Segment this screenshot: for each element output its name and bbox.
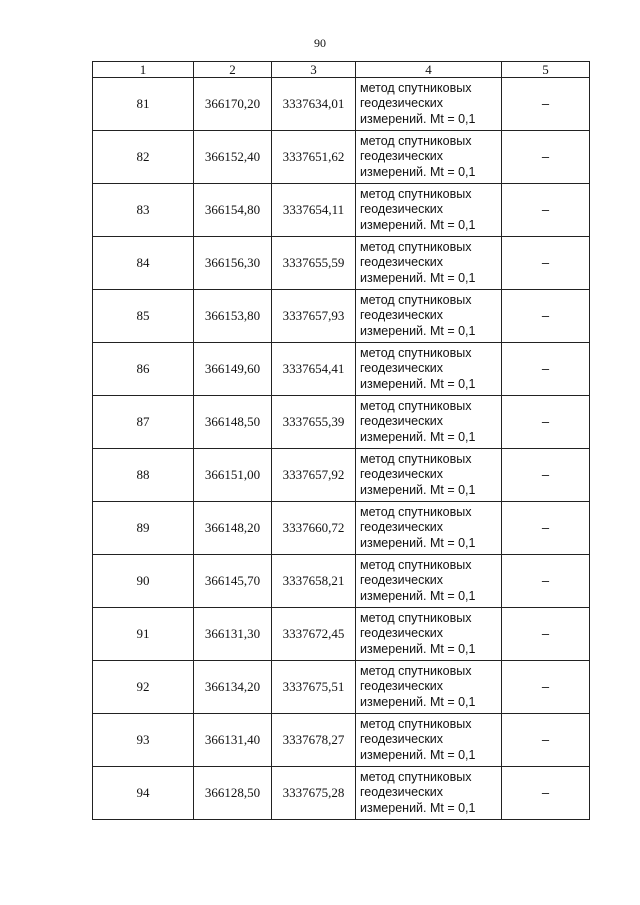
method-line: измерений. Mt = 0,1 (360, 111, 476, 126)
table-body (93, 78, 590, 820)
method-line: геодезических (360, 361, 444, 376)
method-line: геодезических (360, 626, 444, 641)
point-number-cell: 94 (93, 767, 194, 820)
note-cell: – (502, 608, 590, 661)
coordinates-table (92, 61, 590, 820)
method-line: геодезических (360, 520, 444, 535)
point-number-cell: 90 (93, 555, 194, 608)
method-line: измерений. Mt = 0,1 (360, 535, 476, 550)
note-cell: – (502, 184, 590, 237)
method-line: геодезических (360, 308, 444, 323)
note-cell: – (502, 449, 590, 502)
method-line: измерений. Mt = 0,1 (360, 217, 476, 232)
x-coordinate-cell: 366148,20 (194, 502, 272, 555)
method-cell (356, 290, 502, 343)
point-number-cell: 93 (93, 714, 194, 767)
table-row (93, 555, 590, 608)
method-line: геодезических (360, 414, 444, 429)
page-number: 90 (314, 36, 326, 50)
note-cell: – (502, 767, 590, 820)
x-coordinate-cell: 366154,80 (194, 184, 272, 237)
y-coordinate-cell: 3337657,93 (272, 290, 356, 343)
method-line: измерений. Mt = 0,1 (360, 323, 476, 338)
y-coordinate-cell: 3337672,45 (272, 608, 356, 661)
note-cell: – (502, 661, 590, 714)
method-line: геодезических (360, 96, 444, 111)
point-number-cell: 86 (93, 343, 194, 396)
y-coordinate-cell: 3337651,62 (272, 131, 356, 184)
method-cell (356, 449, 502, 502)
y-coordinate-cell: 3337654,11 (272, 184, 356, 237)
method-line: геодезических (360, 732, 444, 747)
header-col-5: 5 (502, 62, 590, 78)
note-cell: – (502, 131, 590, 184)
method-line: геодезических (360, 149, 444, 164)
method-line: геодезических (360, 202, 444, 217)
header-col-1: 1 (93, 62, 194, 78)
header-col-2: 2 (194, 62, 272, 78)
method-line: метод спутниковых (360, 769, 472, 784)
method-line: измерений. Mt = 0,1 (360, 694, 476, 709)
table-row (93, 78, 590, 131)
method-line: метод спутниковых (360, 239, 472, 254)
method-line: измерений. Mt = 0,1 (360, 270, 476, 285)
point-number-cell: 83 (93, 184, 194, 237)
table-row (93, 343, 590, 396)
x-coordinate-cell: 366170,20 (194, 78, 272, 131)
method-cell (356, 608, 502, 661)
x-coordinate-cell: 366156,30 (194, 237, 272, 290)
y-coordinate-cell: 3337657,92 (272, 449, 356, 502)
point-number-cell: 89 (93, 502, 194, 555)
point-number-cell: 81 (93, 78, 194, 131)
method-line: метод спутниковых (360, 80, 472, 95)
method-cell (356, 555, 502, 608)
table-row (93, 608, 590, 661)
note-cell: – (502, 555, 590, 608)
note-cell: – (502, 714, 590, 767)
table-row (93, 449, 590, 502)
x-coordinate-cell: 366131,30 (194, 608, 272, 661)
method-line: измерений. Mt = 0,1 (360, 588, 476, 603)
point-number-cell: 92 (93, 661, 194, 714)
method-line: метод спутниковых (360, 451, 472, 466)
note-cell: – (502, 237, 590, 290)
table-row (93, 714, 590, 767)
x-coordinate-cell: 366149,60 (194, 343, 272, 396)
table-row (93, 396, 590, 449)
method-cell (356, 767, 502, 820)
method-line: метод спутниковых (360, 292, 472, 307)
header-col-4: 4 (356, 62, 502, 78)
method-line: метод спутниковых (360, 557, 472, 572)
header-row (93, 62, 590, 78)
method-cell (356, 343, 502, 396)
point-number-cell: 88 (93, 449, 194, 502)
method-line: метод спутниковых (360, 133, 472, 148)
point-number-cell: 85 (93, 290, 194, 343)
method-line: метод спутниковых (360, 504, 472, 519)
x-coordinate-cell: 366131,40 (194, 714, 272, 767)
method-line: метод спутниковых (360, 186, 472, 201)
method-line: измерений. Mt = 0,1 (360, 429, 476, 444)
table-row (93, 237, 590, 290)
y-coordinate-cell: 3337675,28 (272, 767, 356, 820)
table-row (93, 290, 590, 343)
method-line: геодезических (360, 679, 444, 694)
x-coordinate-cell: 366128,50 (194, 767, 272, 820)
table-row (93, 767, 590, 820)
table-row (93, 184, 590, 237)
method-line: измерений. Mt = 0,1 (360, 376, 476, 391)
method-line: метод спутниковых (360, 663, 472, 678)
table-row (93, 661, 590, 714)
table-row (93, 502, 590, 555)
note-cell: – (502, 343, 590, 396)
x-coordinate-cell: 366152,40 (194, 131, 272, 184)
y-coordinate-cell: 3337675,51 (272, 661, 356, 714)
y-coordinate-cell: 3337634,01 (272, 78, 356, 131)
table-row (93, 131, 590, 184)
method-line: геодезических (360, 785, 444, 800)
x-coordinate-cell: 366145,70 (194, 555, 272, 608)
note-cell: – (502, 78, 590, 131)
y-coordinate-cell: 3337660,72 (272, 502, 356, 555)
x-coordinate-cell: 366153,80 (194, 290, 272, 343)
point-number-cell: 84 (93, 237, 194, 290)
header-col-3: 3 (272, 62, 356, 78)
method-line: измерений. Mt = 0,1 (360, 482, 476, 497)
method-line: метод спутниковых (360, 610, 472, 625)
note-cell: – (502, 396, 590, 449)
method-cell (356, 184, 502, 237)
method-cell (356, 237, 502, 290)
y-coordinate-cell: 3337655,39 (272, 396, 356, 449)
note-cell: – (502, 290, 590, 343)
x-coordinate-cell: 366148,50 (194, 396, 272, 449)
method-line: метод спутниковых (360, 345, 472, 360)
method-cell (356, 396, 502, 449)
method-cell (356, 78, 502, 131)
x-coordinate-cell: 366151,00 (194, 449, 272, 502)
y-coordinate-cell: 3337654,41 (272, 343, 356, 396)
method-cell (356, 661, 502, 714)
y-coordinate-cell: 3337658,21 (272, 555, 356, 608)
method-line: метод спутниковых (360, 398, 472, 413)
method-line: измерений. Mt = 0,1 (360, 641, 476, 656)
point-number-cell: 82 (93, 131, 194, 184)
x-coordinate-cell: 366134,20 (194, 661, 272, 714)
method-line: геодезических (360, 573, 444, 588)
method-cell (356, 131, 502, 184)
method-line: метод спутниковых (360, 716, 472, 731)
method-cell (356, 502, 502, 555)
method-line: измерений. Mt = 0,1 (360, 164, 476, 179)
y-coordinate-cell: 3337678,27 (272, 714, 356, 767)
note-cell: – (502, 502, 590, 555)
y-coordinate-cell: 3337655,59 (272, 237, 356, 290)
table-header (93, 62, 590, 78)
point-number-cell: 91 (93, 608, 194, 661)
method-line: измерений. Mt = 0,1 (360, 747, 476, 762)
method-cell (356, 714, 502, 767)
method-line: геодезических (360, 255, 444, 270)
method-line: геодезических (360, 467, 444, 482)
point-number-cell: 87 (93, 396, 194, 449)
method-line: измерений. Mt = 0,1 (360, 800, 476, 815)
